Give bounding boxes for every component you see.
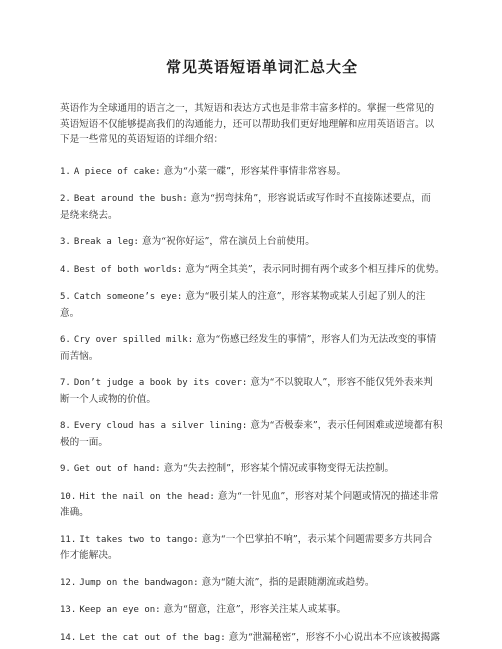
item-number: 6. xyxy=(60,335,71,345)
list-item xyxy=(60,630,464,647)
list-item xyxy=(60,532,464,564)
phrase-list xyxy=(60,164,464,647)
item-phrase: Break a leg: xyxy=(73,237,139,247)
list-item xyxy=(60,375,464,407)
item-phrase: A piece of cake: xyxy=(73,166,161,177)
item-phrase: Don’t judge a book by its cover: xyxy=(73,378,248,388)
item-number: 7. xyxy=(60,378,71,388)
item-phrase: Cry over spilled milk: xyxy=(73,335,194,345)
item-phrase: Get out of hand: xyxy=(73,464,161,474)
item-description: 意为“吸引某人的注意”，形容某物或某人引起了别人的注 意。 xyxy=(60,291,426,319)
item-number: 14. xyxy=(60,632,77,643)
item-description: 意为“失去控制”，形容某个情况或事物变得无法控制。 xyxy=(160,463,395,474)
item-description: 意为“一针见血”，形容对某个问题或情况的描述非常 准确。 xyxy=(60,490,439,518)
item-description: 意为“祝你好运”，常在演员上台前使用。 xyxy=(138,236,315,247)
item-number: 13. xyxy=(60,605,77,615)
item-description: 意为“伤感已经发生的事情”，形容人们为无法改变的事情 而苦恼。 xyxy=(60,334,437,362)
item-phrase: Best of both worlds: xyxy=(73,264,183,275)
item-number: 5. xyxy=(60,292,71,302)
item-phrase: Beat around the bush: xyxy=(73,194,188,204)
list-item xyxy=(60,234,464,251)
list-item xyxy=(60,191,464,223)
item-phrase: It takes two to tango: xyxy=(79,534,199,545)
item-description: 意为“留意，注意”，形容关注某人或某事。 xyxy=(160,604,347,615)
item-description: 意为“泄漏秘密”，形容不小心说出本不应该被揭露 xyxy=(225,631,440,643)
item-phrase: Keep an eye on: xyxy=(79,605,161,615)
list-item xyxy=(60,489,464,521)
item-description: 意为“随大流”，指的是跟随潮流或趋势。 xyxy=(198,576,375,588)
item-phrase: Let the cat out of the bag: xyxy=(79,632,226,643)
intro-paragraph: 英语作为全球通用的语言之一，其短语和表达方式也是非常丰富多样的。掌握一些常见的 英语短语不仅能够提高我们的沟通能力，还可以帮助我们更好地理解和应用英语语言。以 下是一些常见的英语短语的详细介绍： xyxy=(60,103,435,145)
document-title: 常见英语短语单词汇总大全 xyxy=(165,58,358,76)
item-description: 意为“一个巴掌拍不响”，表示某个问题需要多方共同合 作才能解决。 xyxy=(60,533,433,561)
list-item xyxy=(60,164,464,181)
item-number: 1. xyxy=(60,166,71,177)
list-item xyxy=(60,332,464,364)
item-number: 12. xyxy=(60,577,77,588)
list-item xyxy=(60,602,464,619)
item-description: 意为“否极泰来”，表示任何困难或逆境都有积 极的一面。 xyxy=(60,420,443,448)
item-number: 9. xyxy=(60,464,71,474)
item-description: 意为“小菜一碟”，形容某件事情非常容易。 xyxy=(160,165,347,177)
list-item xyxy=(60,289,464,321)
item-phrase: Every cloud has a silver lining: xyxy=(73,421,248,431)
item-number: 8. xyxy=(60,421,71,431)
list-item xyxy=(60,418,464,450)
list-item xyxy=(60,461,464,478)
item-number: 4. xyxy=(60,264,71,275)
list-item xyxy=(60,575,464,592)
item-number: 11. xyxy=(60,534,77,545)
item-number: 3. xyxy=(60,237,71,247)
item-description: 意为“不以貌取人”，形容不能仅凭外表来判 断一个人或物的价值。 xyxy=(60,377,433,405)
list-item xyxy=(60,262,464,279)
item-number: 2. xyxy=(60,194,71,204)
item-description: 意为“拐弯抹角”，形容说话或写作时不直接陈述要点，而 是绕来绕去。 xyxy=(60,193,431,221)
item-number: 10. xyxy=(60,491,77,502)
item-phrase: Hit the nail on the head: xyxy=(79,491,215,502)
item-description: 意为“两全其美”，表示同时拥有两个或多个相互排斥的优势。 xyxy=(182,263,445,275)
item-phrase: Catch someone’s eye: xyxy=(73,292,183,302)
item-phrase: Jump on the bandwagon: xyxy=(79,577,199,588)
